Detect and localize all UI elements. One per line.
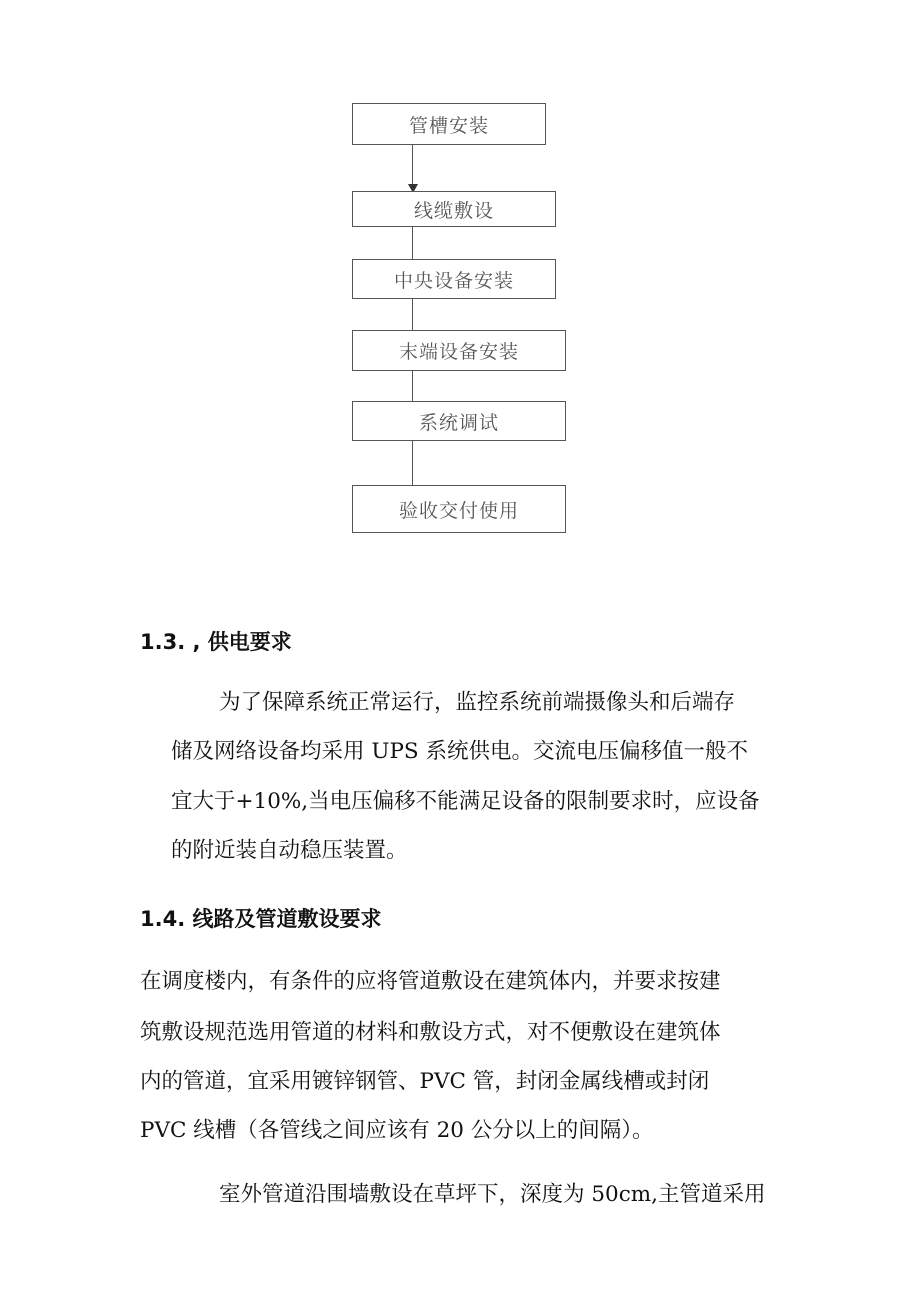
paragraph-line: 内的管道，宜采用镀锌钢管、PVC 管，封闭金属线槽或封闭 xyxy=(140,1069,710,1094)
paragraph-line: 在调度楼内，有条件的应将管道敷设在建筑体内，并要求按建 xyxy=(140,969,721,994)
flow-step-central-equipment-install: 中央设备安装 xyxy=(352,259,556,299)
flow-step-terminal-equipment-install: 末端设备安装 xyxy=(352,330,566,371)
flow-connector-2 xyxy=(412,227,413,259)
paragraph-line: 的附近装自动稳压装置。 xyxy=(171,838,408,863)
section-heading-line-and-pipe-laying: 1.4. 线路及管道敷设要求 xyxy=(140,907,382,931)
paragraph-line: 为了保障系统正常运行，监控系统前端摄像头和后端存 xyxy=(219,690,736,715)
flow-step-system-debugging: 系统调试 xyxy=(352,401,566,441)
flow-step-pipe-trough-install: 管槽安装 xyxy=(352,103,546,145)
section-heading-power-supply: 1.3. , 供电要求 xyxy=(140,630,292,654)
flow-step-cable-laying: 线缆敷设 xyxy=(352,191,556,227)
installation-flowchart xyxy=(0,0,920,560)
paragraph-line: PVC 线槽（各管线之间应该有 20 公分以上的间隔）。 xyxy=(140,1118,654,1143)
paragraph-line: 储及网络设备均采用 UPS 系统供电。交流电压偏移值一般不 xyxy=(171,739,748,764)
flow-connector-3 xyxy=(412,299,413,330)
paragraph-line: 筑敷设规范选用管道的材料和敷设方式，对不便敷设在建筑体 xyxy=(140,1020,721,1045)
flow-step-acceptance-handover: 验收交付使用 xyxy=(352,485,566,533)
paragraph-line: 宜大于+10%,当电压偏移不能满足设备的限制要求时，应设备 xyxy=(171,789,760,814)
flow-connector-5 xyxy=(412,441,413,485)
flow-arrow-1 xyxy=(412,145,413,187)
paragraph-line: 室外管道沿围墙敷设在草坪下，深度为 50cm,主管道采用 xyxy=(219,1182,766,1207)
flow-connector-4 xyxy=(412,371,413,401)
